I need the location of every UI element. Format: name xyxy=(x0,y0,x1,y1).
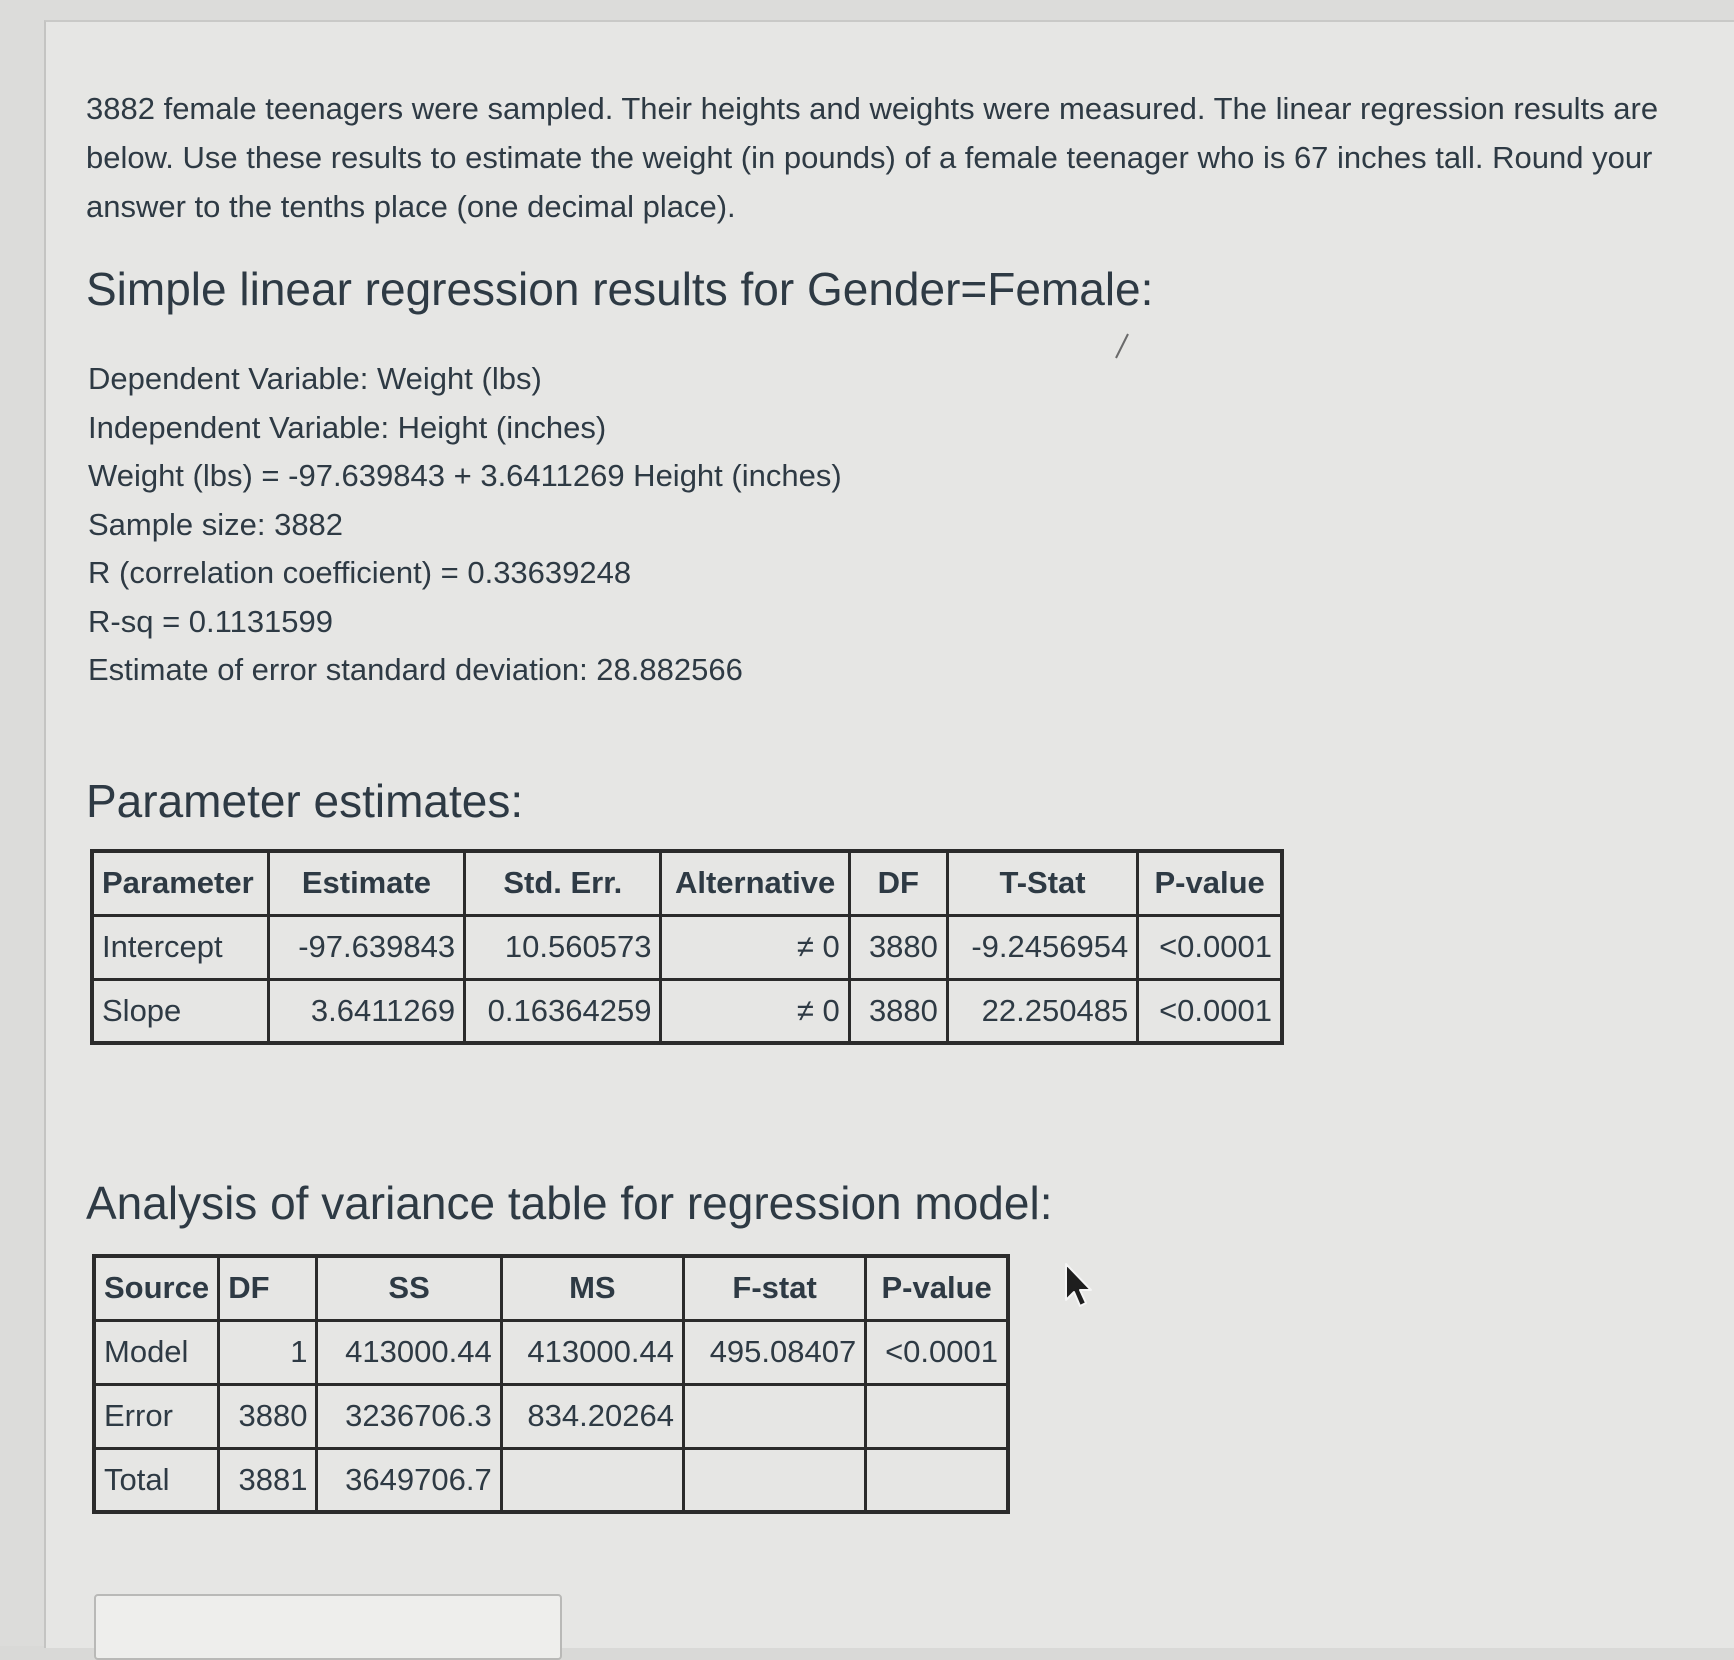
column-header: DF xyxy=(849,851,947,915)
table-row xyxy=(92,979,1282,1043)
table-cell: 22.250485 xyxy=(947,979,1137,1043)
table-cell: ≠ 0 xyxy=(661,915,849,979)
table-cell xyxy=(866,1384,1008,1448)
correlation-coefficient: R (correlation coefficient) = 0.33639248 xyxy=(88,555,632,590)
column-header: DF xyxy=(219,1256,317,1320)
regression-equation: Weight (lbs) = -97.639843 + 3.6411269 Height (inches) xyxy=(88,458,842,493)
parameters-title: Parameter estimates: xyxy=(86,775,524,827)
table-cell: 3880 xyxy=(849,979,947,1043)
mouse-cursor-icon xyxy=(1060,1262,1096,1310)
answer-input[interactable] xyxy=(94,1594,562,1660)
column-header: Estimate xyxy=(268,851,464,915)
table-header-row xyxy=(92,851,1282,915)
table-cell: 3236706.3 xyxy=(317,1384,501,1448)
column-header: Source xyxy=(94,1256,219,1320)
column-header: SS xyxy=(317,1256,501,1320)
table-cell xyxy=(683,1448,865,1512)
table-cell: 3649706.7 xyxy=(317,1448,501,1512)
column-header: Std. Err. xyxy=(465,851,661,915)
column-header: F-stat xyxy=(683,1256,865,1320)
table-cell: 495.08407 xyxy=(683,1320,865,1384)
table-row xyxy=(94,1448,1008,1512)
table-cell: 834.20264 xyxy=(501,1384,683,1448)
table-header-row xyxy=(94,1256,1008,1320)
table-cell: 3880 xyxy=(219,1384,317,1448)
column-header: P-value xyxy=(1138,851,1282,915)
error-std-dev: Estimate of error standard deviation: 28.882566 xyxy=(88,652,743,687)
table-cell: Error xyxy=(94,1384,219,1448)
table-cell xyxy=(683,1384,865,1448)
column-header: Alternative xyxy=(661,851,849,915)
table-cell: 413000.44 xyxy=(501,1320,683,1384)
column-header: Parameter xyxy=(92,851,268,915)
anova-table xyxy=(92,1254,1010,1514)
table-cell: 413000.44 xyxy=(317,1320,501,1384)
table-cell xyxy=(501,1448,683,1512)
table-cell: <0.0001 xyxy=(1138,915,1282,979)
pen-mark-icon xyxy=(1112,332,1132,362)
table-row xyxy=(92,915,1282,979)
table-cell: Model xyxy=(94,1320,219,1384)
table-cell: 0.16364259 xyxy=(465,979,661,1043)
sample-size: Sample size: 3882 xyxy=(88,506,344,542)
table-cell: 3880 xyxy=(849,915,947,979)
table-cell: Total xyxy=(94,1448,219,1512)
table-cell: 10.560573 xyxy=(465,915,661,979)
table-cell: 1 xyxy=(219,1320,317,1384)
table-cell: 3.6411269 xyxy=(268,979,464,1043)
table-cell: Slope xyxy=(92,979,268,1043)
column-header: P-value xyxy=(866,1256,1008,1320)
table-row xyxy=(94,1384,1008,1448)
column-header: MS xyxy=(501,1256,683,1320)
table-cell: Intercept xyxy=(92,915,268,979)
table-cell: -97.639843 xyxy=(268,915,464,979)
question-text: 3882 female teenagers were sampled. Their heights and weights were measured. The linear regression results are below. Use these results to estimate the weight (in pounds) of a female teenager who is 67 inches tall. Round your answer to the tenths place (one decimal place). xyxy=(86,91,1659,224)
anova-title: Analysis of variance table for regression model: xyxy=(86,1177,1053,1229)
column-header: T-Stat xyxy=(947,851,1137,915)
table-cell xyxy=(866,1448,1008,1512)
dependent-variable: Dependent Variable: Weight (lbs) xyxy=(88,361,542,396)
parameter-estimates-table xyxy=(90,849,1284,1045)
independent-variable: Independent Variable: Height (inches) xyxy=(88,409,607,445)
regression-title: Simple linear regression results for Gender=Female: xyxy=(86,263,1154,315)
table-cell: <0.0001 xyxy=(866,1320,1008,1384)
table-cell: <0.0001 xyxy=(1138,979,1282,1043)
table-row xyxy=(94,1320,1008,1384)
table-cell: 3881 xyxy=(219,1448,317,1512)
table-cell: -9.2456954 xyxy=(947,915,1137,979)
table-cell: ≠ 0 xyxy=(661,979,849,1043)
regression-stats xyxy=(88,355,842,695)
r-squared: R-sq = 0.1131599 xyxy=(88,603,334,639)
